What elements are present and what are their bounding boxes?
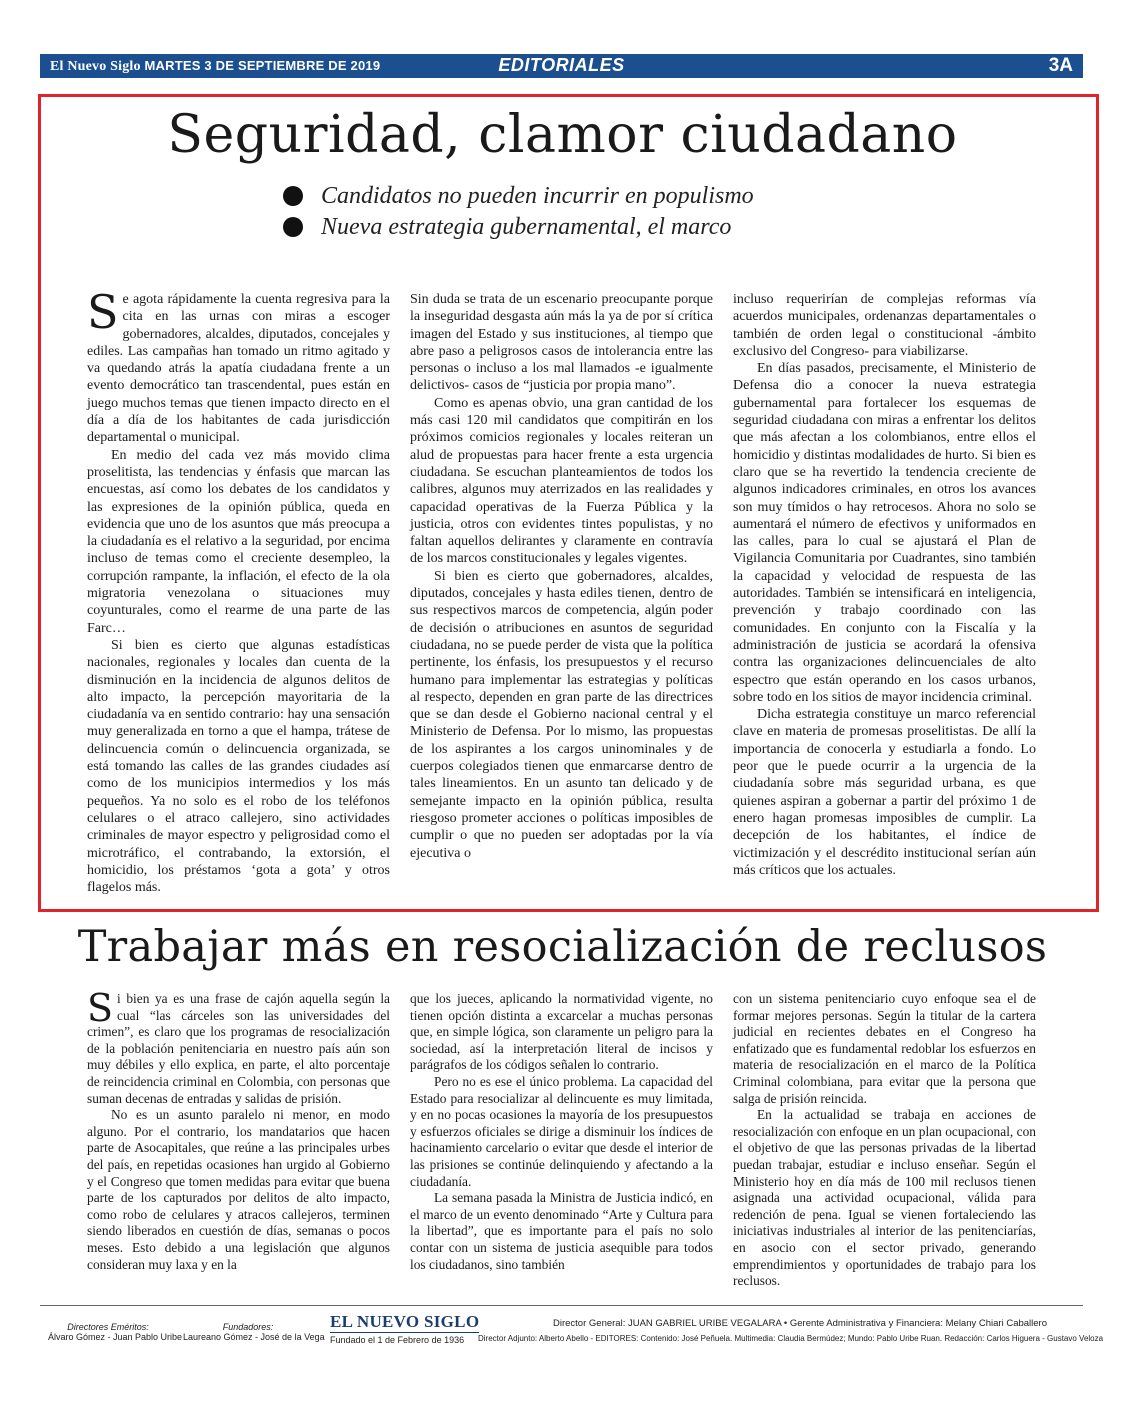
editorial-1-deck-line-2: Nueva estrategia gubernamental, el marco <box>283 214 731 241</box>
footer-fundadores: Fundadores: Laureano Gómez - José de la Vega <box>183 1322 325 1342</box>
editorial-1-column-3 <box>733 291 1036 879</box>
paragraph: La semana pasada la Ministra de Justicia indicó, en el marco de un evento denominado “Arte y Cultura para la libertad”, que es importante para el país no solo contar con un sistema de justicia asequible para todos los ciudadanos, sino también <box>410 1190 713 1272</box>
paragraph: No es un asunto paralelo ni menor, en modo alguno. Por el contrario, los mandatarios que hacen parte de Asocapitales, que reúne a las principales urbes del país, en repetidas ocasiones han urgido al Gobierno y el Congreso que tomen medidas para evitar que buena parte de los capturados por delitos de alto impacto, como robo de celulares y atracos callejeros, terminen siendo liberados en cuestión de días, semanas o pocos meses. Esto debido a una legislación que algunos consideran muy laxa y en la <box>87 1107 390 1272</box>
drop-cap: S <box>87 285 119 339</box>
founded-date: Fundado el 1 de Febrero de 1936 <box>330 1335 465 1345</box>
footer-staff-line-1: Director General: JUAN GABRIEL URIBE VEGALARA • Gerente Administrativa y Financiera: Melany Chiari Caballero <box>553 1318 1047 1329</box>
paragraph: que los jueces, aplicando la normatividad vigente, no tienen opción distinta a excarcelar a muchas personas que, en simple lógica, son claramente un peligro para la sociedad, así la interpretación literal de incisos y parágrafos de los códigos señalen lo contrario. <box>410 991 713 1073</box>
bullet-icon <box>283 186 303 206</box>
editorial-2-column-1 <box>87 986 390 1273</box>
paragraph: Sin duda se trata de un escenario preocupante porque la inseguridad desgasta aún más la ya de por sí crítica imagen del Estado y sus instituciones, al tiempo que abre paso a peligrosos casos de intolerancia entre las personas o incluso a los mal llamados -e igualmente delictivos- casos de “justicia por propia mano”. <box>410 292 713 394</box>
editorial-1-title: Seguridad, clamor ciudadano <box>167 105 958 165</box>
bullet-icon <box>283 217 303 237</box>
paragraph: incluso requerirían de complejas reformas vía acuerdos municipales, ordenanzas departamentales o también de orden legal o constitucional -ámbito exclusivo del Congreso- para viabilizarse. <box>733 292 1036 359</box>
footer-emeritos: Directores Eméritos: Álvaro Gómez - Juan Pablo Uribe <box>48 1322 183 1342</box>
editorial-1-column-2 <box>410 291 713 862</box>
drop-cap: S <box>87 986 114 1030</box>
footer-divider <box>40 1305 1083 1306</box>
paragraph: con un sistema penitenciario cuyo enfoque sea el de formar mejores personas. Según la titular de la cartera judicial en recientes debates en el Congreso ha enfatizado que es fundamental redoblar los esfuerzos en materia de resocialización en el marco de la Política Criminal colombiana, para evitar que la persona que salga de prisión reincida. <box>733 991 1036 1106</box>
editorial-1-column-1 <box>87 285 390 896</box>
paragraph: Pero no es ese el único problema. La capacidad del Estado para resocializar al delincuente es muy limitada, y en no pocas ocasiones la mayoría de los presupuestos y esfuerzos oficiales se dirige a disminuir los índices de hacinamiento carcelario o evitar que desde el interior de las prisiones se continúe delinquiendo y afectando a la ciudadanía. <box>410 1073 713 1189</box>
paragraph: En la actualidad se trabaja en acciones de resocialización con enfoque en un plan ocupacional, con el objetivo de que las personas privadas de la libertad puedan trabajar, estudiar e incluso enseñar. Según el Ministerio hoy en día más de 100 mil reclusos tienen asignada una actividad ocupacional, válida para redención de pena. Igual se vienen fortaleciendo las iniciativas industriales al interior de las penitenciarías, en asocio con el sector privado, generando emprendimientos y oportunidades de trabajo para los reclusos. <box>733 1107 1036 1289</box>
section-title: EDITORIALES <box>498 55 625 75</box>
editorial-2-column-2 <box>410 991 713 1273</box>
footer-logo-block <box>330 1312 480 1345</box>
paragraph: Dicha estrategia constituye un marco referencial clave en materia de promesas proselitistas. De allí la importancia de conocerla y estudiarla a fondo. Lo peor que le puede ocurrir a la urgencia de la ciudadanía sobre más seguridad urbana, es que quienes aspiran a gobernar a partir del próximo 1 de enero hagan promesas imposibles de cumplir. La decepción de los habitantes, el índice de victimización y el descrédito institucional serían aún más críticos que los actuales. <box>733 707 1036 878</box>
paragraph: Si bien es cierto que algunas estadísticas nacionales, regionales y locales dan cuenta de la disminución en la incidencia de algunos delitos de alto impacto, la percepción mayoritaria de la ciudadanía va en sentido contrario: hay una sensación muy generalizada en torno a que el hampa, trátese de delincuencia común o delincuencia organizada, se está tomando las calles de las grandes ciudades así como de los municipios intermedios y los más pequeños. Ya no solo es el robo de los teléfonos celulares o el atraco callejero, sino actividades criminales de mayor espectro y peligrosidad como el microtráfico, el contrabando, la extorsión, el homicidio, los préstamos ‘gota a gota’ y otros flagelos más. <box>87 637 390 896</box>
editorial-1-deck-line-1: Candidatos no pueden incurrir en populismo <box>283 183 754 210</box>
paragraph: En días pasados, precisamente, el Ministerio de Defensa dio a conocer la nueva estrategia gubernamental para fortalecer los esquemas de seguridad ciudadana con miras a enfrentar los delitos que más afectan a los colombianos, entre ellos el homicidio y distintas modalidades de hurto. Si bien es claro que se ha revertido la tendencia creciente de algunos indicadores criminales, en otros los avances son muy tímidos o hay retrocesos. Ahora no solo se aumentará el número de efectivos y uniformados en las calles, para lo cual se ajustará el Plan de Vigilancia Comunitaria por Cuadrantes, sino también la capacidad y velocidad de respuesta de las autoridades. También se intensificará en inteligencia, prevención y trabajo coordinado con las comunidades. En conjunto con la Fiscalía y la administración de justicia se acordará la ofensiva contra las organizaciones delincuenciales de alto espectro que están operando en los casos urbanos, sobre todo en los sitios de mayor incidencia criminal. <box>733 361 1036 705</box>
section-header-bar <box>40 54 1083 78</box>
newspaper-logo: EL NUEVO SIGLO <box>330 1312 480 1331</box>
issue-date: MARTES 3 DE SEPTIEMBRE DE 2019 <box>144 58 381 73</box>
paragraph: e agota rápidamente la cuenta regresiva para la cita en las urnas con miras a escoger gobernadores, alcaldes, diputados, concejales y ediles. Las campañas han tomado un ritmo agitado y va quedando atrás la apatía ciudadana frente a un evento democrático tan trascendental, pues están en juego muchos temas que tienen impacto directo en el día a día de los habitantes de cada jurisdicción departamental o municipal. <box>87 292 390 446</box>
page-number: 3A <box>1048 55 1073 76</box>
paragraph: i bien ya es una frase de cajón aquella según la cual “las cárceles son las universidades del crimen”, es claro que los programas de resocialización de la población penitenciaria en nuestro país aún son muy débiles y ello explica, en parte, el alto porcentaje de reincidencia criminal en Colombia, con personas que suman decenas de entradas y salidas de prisión. <box>87 991 390 1106</box>
brand-name: El Nuevo Siglo <box>50 59 141 74</box>
footer-staff-line-2: Director Adjunto: Alberto Abello - EDITORES: Contenido: José Peñuela. Multimedia: Claudia Bermúdez; Mundo: Pablo Uribe Ruan. Redacción: Carlos Higuera - Gustavo Veloza <box>478 1334 1104 1343</box>
editorial-2-column-3 <box>733 991 1036 1290</box>
paragraph: En medio del cada vez más movido clima proselitista, las tendencias y énfasis que marcan las encuestas, así como los debates de los candidatos y las expresiones de la opinión pública, queda en evidencia que uno de los asuntos que más preocupa a la ciudadanía es el relativo a la seguridad, por encima incluso de temas como el creciente desempleo, la corrupción rampante, la inflación, el efecto de la ola migratoria venezolana o situaciones muy coyunturales, como el rearme de una parte de las Farc… <box>87 447 390 636</box>
paragraph: Si bien es cierto que gobernadores, alcaldes, diputados, concejales y hasta ediles tienen, dentro de sus respectivos marcos de competencia, algún poder de decisión o atribuciones en asuntos de seguridad ciudadana, no se puede perder de vista que la política pertinente, los énfasis, los presupuestos y el recurso humano para implementar las estrategias y políticas al respecto, dependen en gran parte de las directrices que se dan desde el Gobierno nacional central y el Ministerio de Defensa. Por lo mismo, las propuestas de los aspirantes a los cargos uninominales y de cuerpos colegiados tienen que enmarcarse dentro de tales lineamientos. En un asunto tan delicado y de semejante impacto en la opinión pública, resulta riesgoso prometer acciones o políticas imposibles de cumplir o que no pueden ser adoptadas por la vía ejecutiva o <box>410 568 713 861</box>
paragraph: Como es apenas obvio, una gran cantidad de los más casi 120 mil candidatos que compitirán en los próximos comicios regionales y locales reiteran un alud de propuestas para hacer frente a esta urgencia ciudadana. Se escuchan planteamientos de todos los calibres, algunos muy aterrizados en las realidades y capacidad operativas de la Fuerza Pública y la justicia, otros con evidentes tintes populistas, y no faltan aquellos delirantes y claramente en contravía de los marcos constitucionales y legales vigentes. <box>410 395 713 567</box>
editorial-2-title: Trabajar más en resocialización de reclusos <box>77 922 1048 972</box>
